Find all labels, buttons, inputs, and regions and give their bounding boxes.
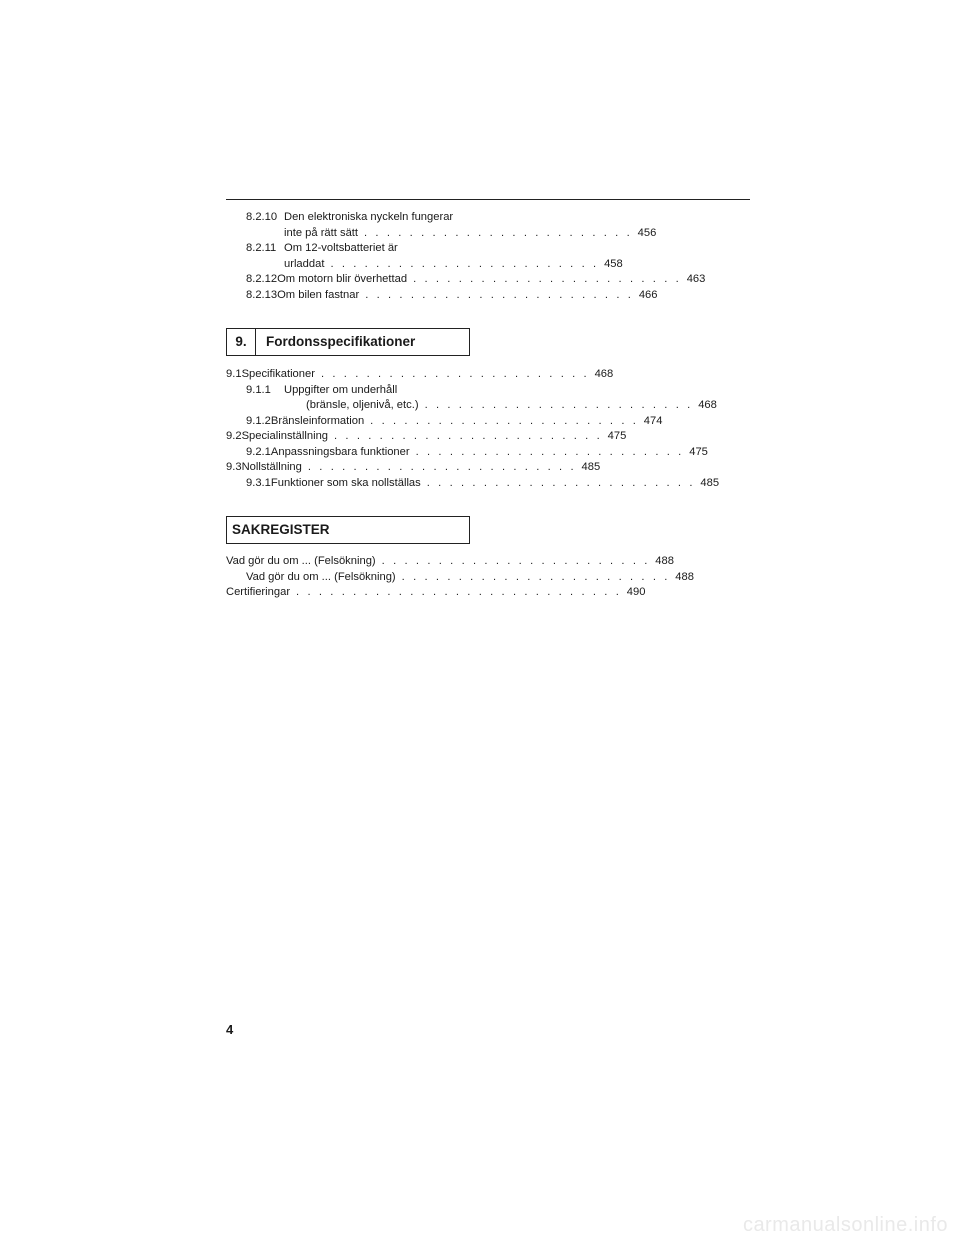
dot-leader: . . . . . . . . . . . . . . . . . . . . . . . . — [307, 461, 577, 473]
index-entry-title: Vad gör du om ... (Felsökning) — [246, 570, 396, 583]
toc-entry-title-cont: (bränsle, oljenivå, etc.) — [306, 399, 419, 411]
toc-entry-title: Om 12-voltsbatteriet är — [284, 242, 398, 254]
toc-entry-number: 8.2.13 — [246, 288, 278, 301]
toc-entry-8-2-10-cont[interactable] — [226, 226, 657, 242]
toc-entry-page: 468 — [594, 368, 614, 380]
dot-leader: . . . . . . . . . . . . . . . . . . . . . . . . — [401, 570, 670, 583]
toc-entry-title: Specialinställning — [241, 430, 329, 442]
toc-entry-number: 9.2 — [226, 430, 242, 442]
toc-entry-9-3[interactable] — [226, 460, 601, 476]
dot-leader: . . . . . . . . . . . . . . . . . . . . . . . . — [330, 257, 599, 270]
toc-entry-page: 463 — [686, 273, 706, 285]
toc-entry-9-2[interactable] — [226, 429, 627, 445]
toc-entry-title: Anpassningsbara funktioner — [270, 445, 410, 458]
page-number: 4 — [226, 1022, 234, 1037]
toc-entry-title-cont: inte på rätt sätt — [284, 226, 359, 239]
toc-entry-page: 468 — [698, 399, 717, 411]
index-title: SAKREGISTER — [232, 522, 330, 538]
top-rule — [226, 199, 750, 200]
dot-leader: . . . . . . . . . . . . . . . . . . . . . . . . — [424, 399, 693, 411]
toc-entry-8-2-13[interactable] — [226, 288, 658, 304]
index-entry-title: Vad gör du om ... (Felsökning) — [226, 555, 376, 567]
dot-leader: . . . . . . . . . . . . . . . . . . . . . . . . — [415, 445, 684, 458]
toc-entry-page: 466 — [638, 288, 658, 301]
toc-entry-number: 8.2.11 — [246, 242, 277, 254]
dot-leader: . . . . . . . . . . . . . . . . . . . . . . . . — [381, 555, 650, 567]
toc-entry-page: 475 — [689, 445, 708, 458]
index-entry-vad-gor-du[interactable] — [226, 554, 674, 570]
index-entry-certifieringar[interactable] — [226, 585, 646, 601]
dot-leader: . . . . . . . . . . . . . . . . . . . . . . . . — [413, 273, 682, 285]
dot-leader: . . . . . . . . . . . . . . . . . . . . . . . . — [370, 414, 639, 427]
chapter-number: 9. — [227, 329, 256, 355]
toc-entry-title: Nollställning — [241, 461, 302, 473]
toc-entry-page: 475 — [607, 430, 627, 442]
toc-entry-title: Om bilen fastnar — [277, 288, 360, 301]
toc-entry-9-3-1[interactable] — [226, 476, 720, 492]
toc-entry-8-2-11[interactable] — [226, 241, 470, 257]
toc-entry-title: Specifikationer — [241, 368, 315, 380]
toc-entry-title-cont: urladdat — [284, 257, 325, 270]
toc-entry-9-1-2[interactable] — [226, 414, 663, 430]
toc-entry-number: 9.3 — [226, 461, 242, 473]
toc-entry-page: 458 — [604, 257, 623, 270]
toc-entry-title: Om motorn blir överhettad — [277, 273, 408, 285]
toc-entry-9-2-1[interactable] — [226, 445, 708, 461]
toc-entry-number: 8.2.12 — [246, 273, 278, 285]
toc-entry-8-2-10[interactable] — [226, 210, 470, 226]
toc-entry-title: Den elektroniska nyckeln fungerar — [284, 211, 454, 223]
toc-entry-page: 485 — [581, 461, 601, 473]
index-heading[interactable] — [226, 516, 470, 544]
chapter-heading[interactable] — [226, 328, 470, 356]
dot-leader: . . . . . . . . . . . . . . . . . . . . . . . . — [334, 430, 603, 442]
toc-entry-page: 474 — [643, 414, 663, 427]
toc-entry-9-1[interactable] — [226, 367, 614, 383]
toc-entry-number: 9.1.1 — [246, 383, 271, 396]
toc-entry-page: 456 — [637, 226, 657, 239]
chapter-title: Fordonsspecifikationer — [266, 334, 416, 350]
toc-entry-number: 8.2.10 — [246, 211, 278, 223]
dot-leader: . . . . . . . . . . . . . . . . . . . . . . . . — [426, 476, 696, 489]
toc-entry-title: Bränsleinformation — [270, 414, 365, 427]
index-entry-page: 488 — [675, 570, 694, 583]
index-entry-page: 488 — [655, 555, 674, 567]
dot-leader: . . . . . . . . . . . . . . . . . . . . . . . . . . . . . — [296, 586, 622, 598]
dot-leader: . . . . . . . . . . . . . . . . . . . . . . . . — [364, 226, 633, 239]
dot-leader: . . . . . . . . . . . . . . . . . . . . . . . . — [320, 368, 590, 380]
toc-entry-9-1-1[interactable] — [226, 383, 470, 399]
toc-entry-number: 9.1 — [226, 368, 242, 380]
dot-leader: . . . . . . . . . . . . . . . . . . . . . . . . — [365, 288, 634, 301]
index-subentry-vad-gor-du[interactable] — [226, 570, 694, 586]
toc-entry-number: 9.2.1 — [246, 445, 271, 458]
index-entry-title: Certifieringar — [226, 586, 291, 598]
toc-entry-8-2-12[interactable] — [226, 272, 706, 288]
watermark: carmanualsonline.info — [742, 1214, 948, 1236]
toc-entry-page: 485 — [700, 476, 720, 489]
index-entry-page: 490 — [626, 586, 646, 598]
toc-entry-8-2-11-cont[interactable] — [226, 257, 623, 273]
toc-entry-number: 9.3.1 — [246, 476, 271, 489]
toc-entry-title: Funktioner som ska nollställas — [270, 476, 421, 489]
toc-entry-number: 9.1.2 — [246, 414, 271, 427]
table-of-contents — [226, 210, 720, 601]
toc-entry-title: Uppgifter om underhåll — [284, 383, 398, 396]
toc-entry-9-1-1-cont[interactable] — [226, 398, 717, 414]
